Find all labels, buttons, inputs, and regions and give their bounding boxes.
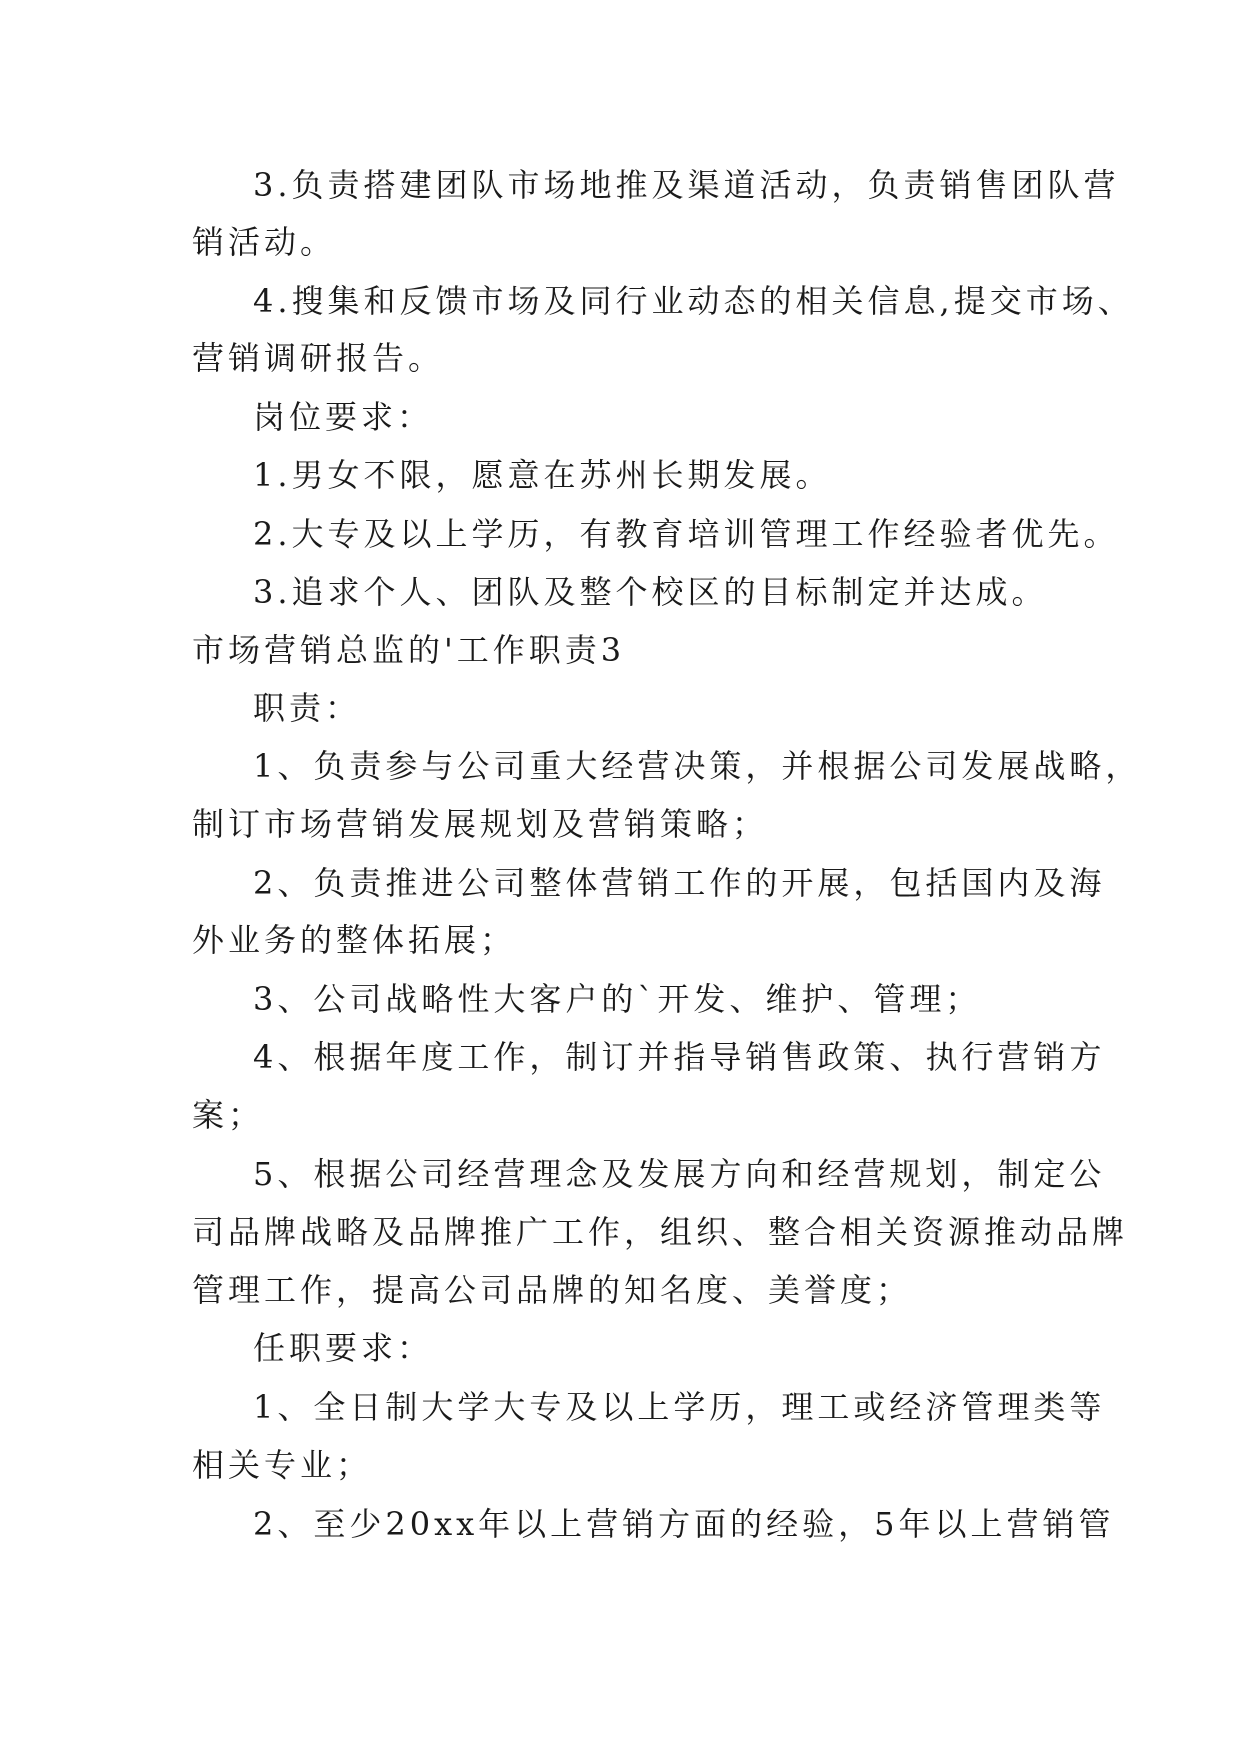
paragraph-line: 营销调研报告。 xyxy=(192,339,445,377)
paragraph-line: 3、公司战略性大客户的`开发、维护、管理； xyxy=(253,980,982,1018)
section-label: 岗位要求： xyxy=(253,398,434,436)
paragraph-line: 1、负责参与公司重大经营决策，并根据公司发展战略， xyxy=(253,747,1142,785)
paragraph-line: 案； xyxy=(192,1096,265,1134)
paragraph-line: 2.大专及以上学历，有教育培训管理工作经验者优先。 xyxy=(253,515,1120,553)
paragraph-line: 制订市场营销发展规划及营销策略； xyxy=(192,805,769,843)
section-heading: 市场营销总监的'工作职责3 xyxy=(192,631,626,669)
section-label: 任职要求： xyxy=(253,1329,434,1367)
paragraph-line: 3.追求个人、团队及整个校区的目标制定并达成。 xyxy=(253,573,1048,611)
paragraph-line: 销活动。 xyxy=(192,223,337,261)
paragraph-line: 1、全日制大学大专及以上学历，理工或经济管理类等 xyxy=(253,1388,1106,1426)
paragraph-line: 2、负责推进公司整体营销工作的开展，包括国内及海 xyxy=(253,864,1106,902)
paragraph-line: 管理工作，提高公司品牌的知名度、美誉度； xyxy=(192,1271,913,1309)
paragraph-line: 外业务的整体拓展； xyxy=(192,921,517,959)
paragraph-line: 司品牌战略及品牌推广工作，组织、整合相关资源推动品牌 xyxy=(192,1213,1129,1251)
paragraph-line: 1.男女不限，愿意在苏州长期发展。 xyxy=(253,456,832,494)
paragraph-line: 5、根据公司经营理念及发展方向和经营规划，制定公 xyxy=(253,1155,1106,1193)
paragraph-line: 4、根据年度工作，制订并指导销售政策、执行营销方 xyxy=(253,1038,1106,1076)
paragraph-line: 4.搜集和反馈市场及同行业动态的相关信息,提交市场、 xyxy=(253,282,1134,320)
paragraph-line: 相关专业； xyxy=(192,1446,373,1484)
paragraph-line: 3.负责搭建团队市场地推及渠道活动，负责销售团队营 xyxy=(253,166,1120,204)
paragraph-line: 2、至少20xx年以上营销方面的经验，5年以上营销管 xyxy=(253,1505,1115,1543)
section-label: 职责： xyxy=(253,689,362,727)
